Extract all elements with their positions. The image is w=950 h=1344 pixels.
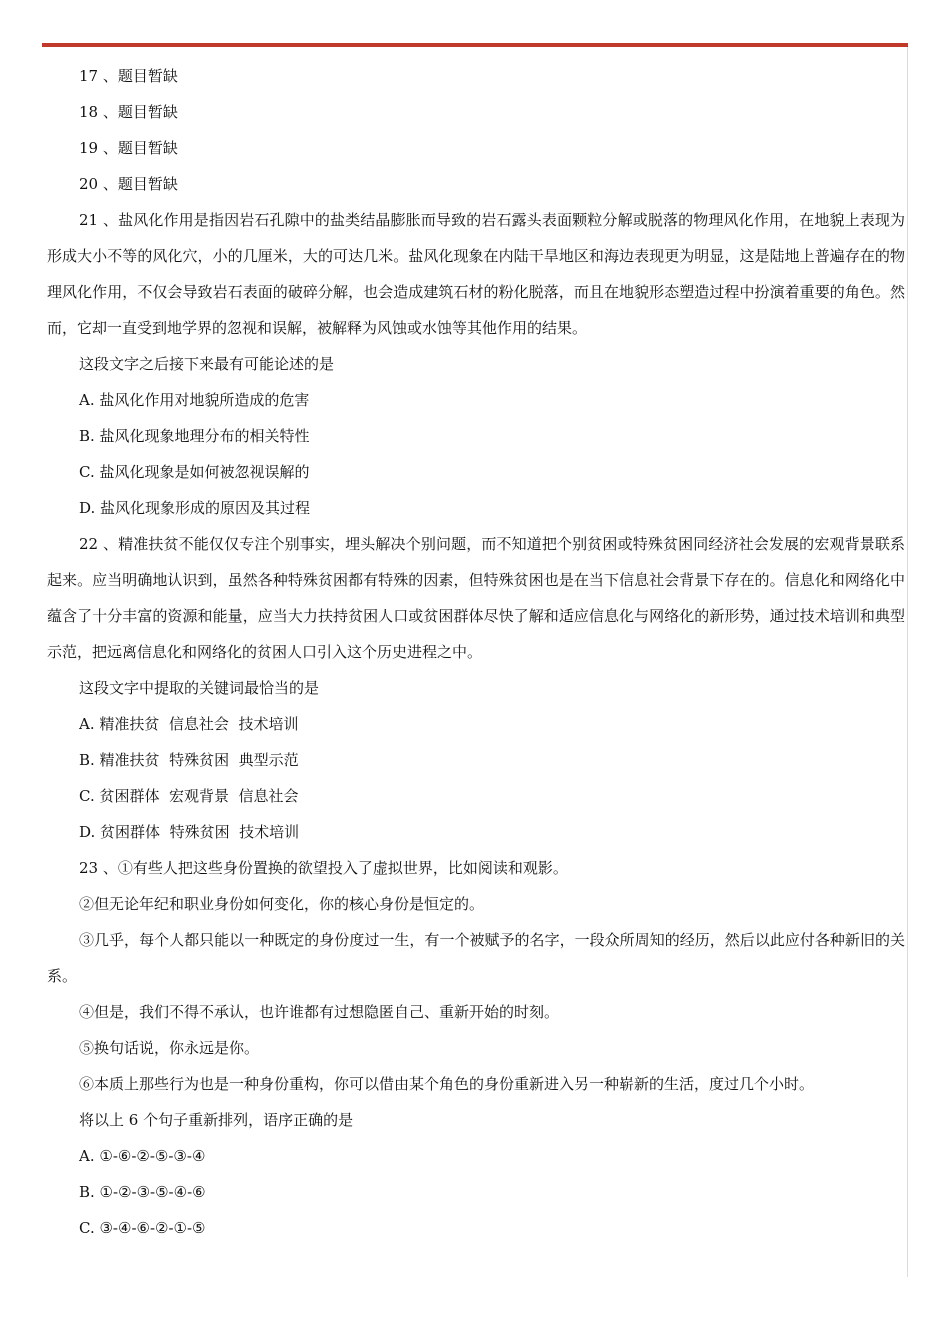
question-23-sentence-4: ④但是，我们不得不承认，也许谁都有过想隐匿自己、重新开始的时刻。: [79, 1003, 560, 1021]
question-20: 20 、题目暂缺: [79, 175, 178, 193]
question-23-sentence-1: 23 、①有些人把这些身份置换的欲望投入了虚拟世界，比如阅读和观影。: [79, 859, 568, 877]
question-23-sentence-2: ②但无论年纪和职业身份如何变化，你的核心身份是恒定的。: [79, 895, 485, 913]
question-23-option-a: A. ①-⑥-②-⑤-③-④: [79, 1147, 206, 1165]
question-17: 17 、题目暂缺: [79, 67, 178, 85]
question-23-sentence-3: ③几乎，每个人都只能以一种既定的身份度过一生，有一个被赋予的名字，一段众所周知的经历，然后以此应付各种新旧的关系。: [47, 931, 905, 985]
header-rule: [42, 43, 908, 47]
question-23-option-b: B. ①-②-③-⑤-④-⑥: [79, 1183, 206, 1201]
question-23-stem: 将以上 6 个句子重新排列，语序正确的是: [79, 1111, 354, 1129]
question-22-option-b: B. 精准扶贫 特殊贫困 典型示范: [79, 751, 299, 769]
question-22-option-c: C. 贫困群体 宏观背景 信息社会: [79, 787, 299, 805]
question-21-option-c: C. 盐风化现象是如何被忽视误解的: [79, 463, 310, 481]
question-23-sentence-5: ⑤换句话说，你永远是你。: [79, 1039, 260, 1057]
question-22-passage: 22 、精准扶贫不能仅仅专注个别事实，埋头解决个别问题，而不知道把个别贫困或特殊贫困同经济社会发展的宏观背景联系起来。应当明确地认识到，虽然各种特殊贫困都有特殊的因素，但特殊贫困也是在当下信息社会背景下存在的。信息化和网络化中蕴含了十分丰富的资源和能量，应当大力扶持贫困人口或贫困群体尽快了解和适应信息化与网络化的新形势，通过技术培训和典型示范，把远离信息化和网络化的贫困人口引入这个历史进程之中。: [47, 535, 905, 661]
exam-content: [47, 58, 905, 1246]
question-22-stem: 这段文字中提取的关键词最恰当的是: [79, 679, 320, 697]
question-21-option-b: B. 盐风化现象地理分布的相关特性: [79, 427, 310, 445]
question-18: 18 、题目暂缺: [79, 103, 178, 121]
question-23-sentence-6: ⑥本质上那些行为也是一种身份重构，你可以借由某个角色的身份重新进入另一种崭新的生活，度过几个小时。: [79, 1075, 815, 1093]
question-21-stem: 这段文字之后接下来最有可能论述的是: [79, 355, 335, 373]
question-21-option-a: A. 盐风化作用对地貌所造成的危害: [79, 391, 310, 409]
question-22-option-d: D. 贫困群体 特殊贫困 技术培训: [79, 823, 300, 841]
question-19: 19 、题目暂缺: [79, 139, 178, 157]
question-23-option-c: C. ③-④-⑥-②-①-⑤: [79, 1219, 206, 1237]
right-margin-rule: [907, 47, 908, 1277]
question-21-passage: 21 、盐风化作用是指因岩石孔隙中的盐类结晶膨胀而导致的岩石露头表面颗粒分解或脱落的物理风化作用，在地貌上表现为形成大小不等的风化穴，小的几厘米，大的可达几米。盐风化现象在内陆干旱地区和海边表现更为明显，这是陆地上普遍存在的物理风化作用，不仅会导致岩石表面的破碎分解，也会造成建筑石材的粉化脱落，而且在地貌形态塑造过程中扮演着重要的角色。然而，它却一直受到地学界的忽视和误解，被解释为风蚀或水蚀等其他作用的结果。: [47, 211, 905, 337]
question-22-option-a: A. 精准扶贫 信息社会 技术培训: [79, 715, 299, 733]
question-21-option-d: D. 盐风化现象形成的原因及其过程: [79, 499, 311, 517]
